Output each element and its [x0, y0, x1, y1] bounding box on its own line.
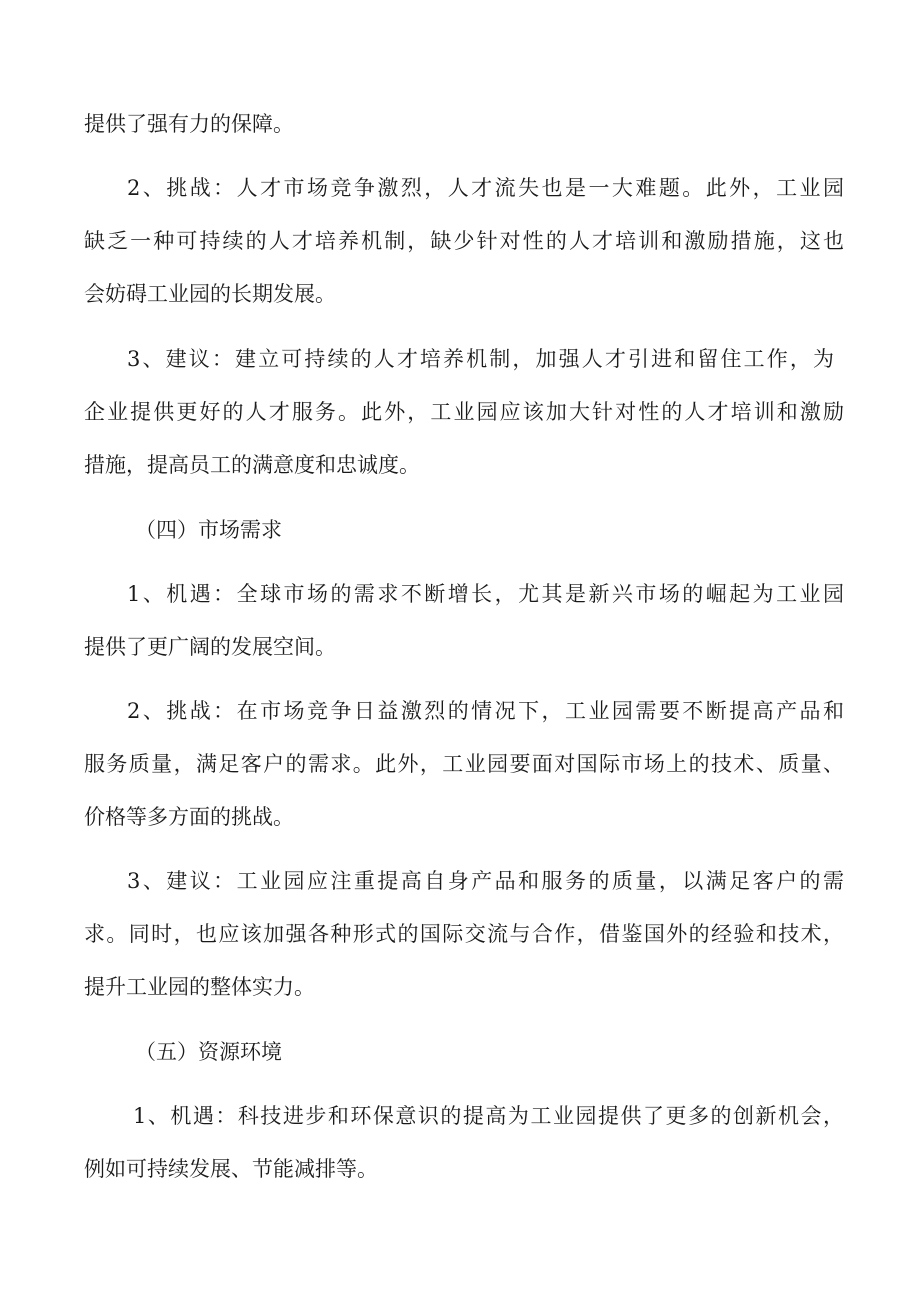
paragraph-line: 1、机遇：全球市场的需求不断增长，尤其是新兴市场的崛起为工业园 — [127, 582, 844, 606]
paragraph-line: 缺乏一种可持续的人才培养机制，缺少针对性的人才培训和激励措施，这也 — [84, 229, 844, 253]
paragraph-line: 价格等多方面的挑战。 — [84, 805, 294, 829]
paragraph-line: 2、挑战：在市场竞争日益激烈的情况下，工业园需要不断提高产品和 — [127, 699, 844, 723]
paragraph-line: 3、建议：建立可持续的人才培养机制，加强人才引进和留住工作，为 — [127, 347, 834, 371]
paragraph-line: 措施，提高员工的满意度和忠诚度。 — [84, 453, 420, 477]
paragraph-line: 求。同时，也应该加强各种形式的国际交流与合作，借鉴国外的经验和技术， — [84, 922, 844, 946]
paragraph-line: 1、机遇：科技进步和环保意识的提高为工业园提供了更多的创新机会， — [133, 1104, 844, 1128]
paragraph-line: 企业提供更好的人才服务。此外，工业园应该加大针对性的人才培训和激励 — [84, 400, 844, 424]
section-heading: （四）市场需求 — [135, 518, 282, 542]
paragraph-line: 提供了更广阔的发展空间。 — [84, 635, 336, 659]
paragraph-line: 2、挑战：人才市场竞争激烈，人才流失也是一大难题。此外，工业园 — [127, 176, 844, 200]
paragraph-line: 3、建议：工业园应注重提高自身产品和服务的质量，以满足客户的需 — [127, 869, 844, 893]
paragraph-line: 提供了强有力的保障。 — [84, 112, 294, 136]
paragraph-line: 服务质量，满足客户的需求。此外，工业园要面对国际市场上的技术、质量、 — [84, 752, 844, 776]
paragraph-line: 例如可持续发展、节能减排等。 — [84, 1157, 378, 1181]
paragraph-line: 会妨碍工业园的长期发展。 — [84, 282, 336, 306]
section-heading: （五）资源环境 — [135, 1040, 282, 1064]
paragraph-line: 提升工业园的整体实力。 — [84, 975, 315, 999]
